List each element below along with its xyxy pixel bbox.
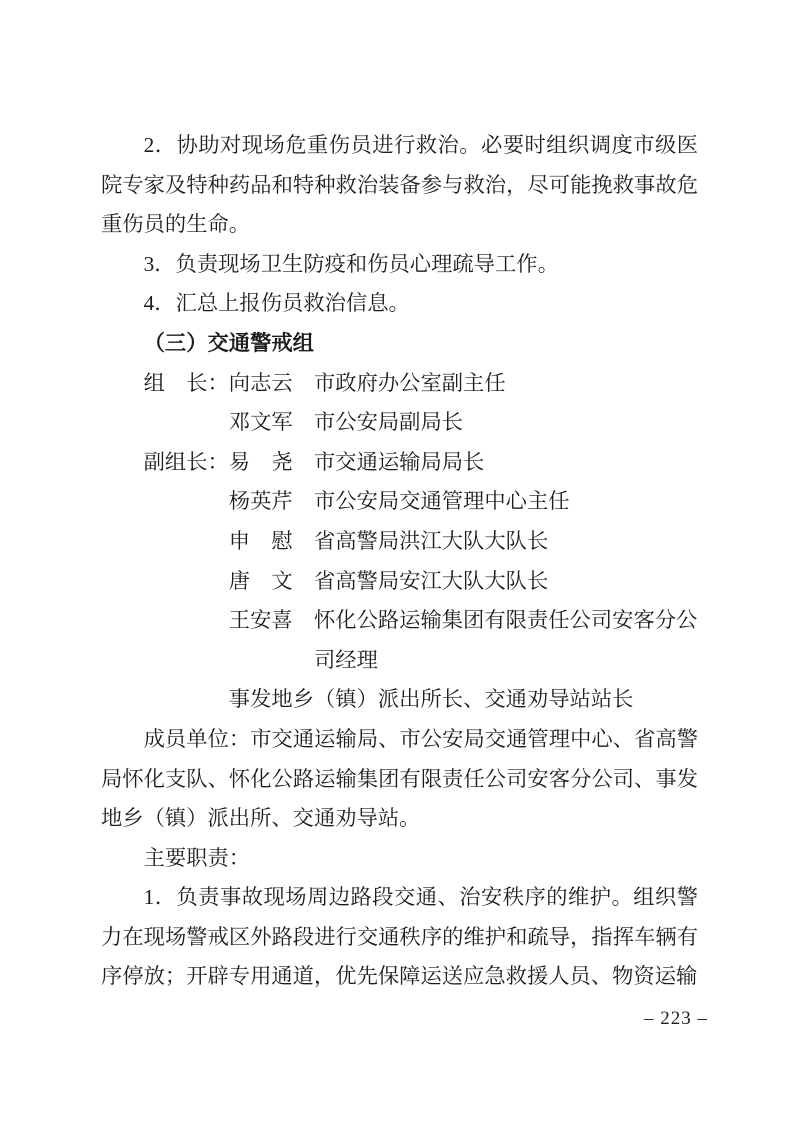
roster-desc: 市公安局交通管理中心主任 <box>313 489 570 514</box>
roster-label <box>144 601 229 680</box>
roster-name: 申 慰 <box>228 528 293 553</box>
roster-name: 杨英芹 <box>228 489 293 514</box>
roster-label: 组 长： <box>143 370 229 395</box>
paragraph: 3．负责现场卫生防疫和伤员心理疏导工作。 <box>143 251 559 276</box>
page-number: – 223 – <box>644 1008 708 1029</box>
roster-label <box>144 562 229 602</box>
document-body <box>101 126 698 997</box>
roster-label <box>144 522 229 562</box>
roster-desc: 市交通运输局局长 <box>313 449 485 474</box>
roster-label <box>144 403 229 443</box>
roster-label: 副组长： <box>143 449 229 474</box>
roster-row <box>101 482 698 522</box>
roster-desc: 省高警局安江大队大队长 <box>313 568 549 593</box>
roster-desc: 市公安局副局长 <box>313 410 464 435</box>
roster-desc: 省高警局洪江大队大队长 <box>313 528 549 553</box>
roster-desc: 怀化公路运输集团有限责任公司安客分公司经理 <box>313 608 698 672</box>
paragraph: 2．协助对现场危重伤员进行救治。必要时组织调度市级医院专家及特种药品和特种救治装备参与救治，尽可能挽救事故危重伤员的生命。 <box>101 133 698 237</box>
roster-name: 王安喜 <box>228 608 293 633</box>
roster-row <box>101 443 698 483</box>
roster-row <box>101 522 698 562</box>
roster-row <box>101 601 698 680</box>
paragraph: 主要职责： <box>143 845 251 870</box>
paragraph: 成员单位：市交通运输局、市公安局交通管理中心、省高警局怀化支队、怀化公路运输集团有限责任公司安客分公司、事发地乡（镇）派出所、交通劝导站。 <box>101 726 698 831</box>
roster <box>101 364 698 720</box>
section-heading: （三）交通警戒组 <box>143 330 314 355</box>
paragraph: 4．汇总上报伤员救治信息。 <box>143 291 410 316</box>
roster-span-row: 事发地乡（镇）派出所长、交通劝导站站长 <box>228 687 634 712</box>
roster-name: 唐 文 <box>228 568 293 593</box>
roster-row <box>101 403 698 443</box>
roster-row <box>101 562 698 602</box>
roster-name: 易 尧 <box>228 449 293 474</box>
roster-name: 邓文军 <box>228 410 293 435</box>
roster-name: 向志云 <box>228 370 293 395</box>
paragraph: 1．负责事故现场周边路段交通、治安秩序的维护。组织警力在现场警戒区外路段进行交通秩序的维护和疏导，指挥车辆有序停放；开辟专用通道，优先保障运送应急救援人员、物资运输 <box>101 885 698 989</box>
roster-desc: 市政府办公室副主任 <box>313 370 506 395</box>
roster-label <box>144 482 229 522</box>
roster-row <box>101 364 698 404</box>
